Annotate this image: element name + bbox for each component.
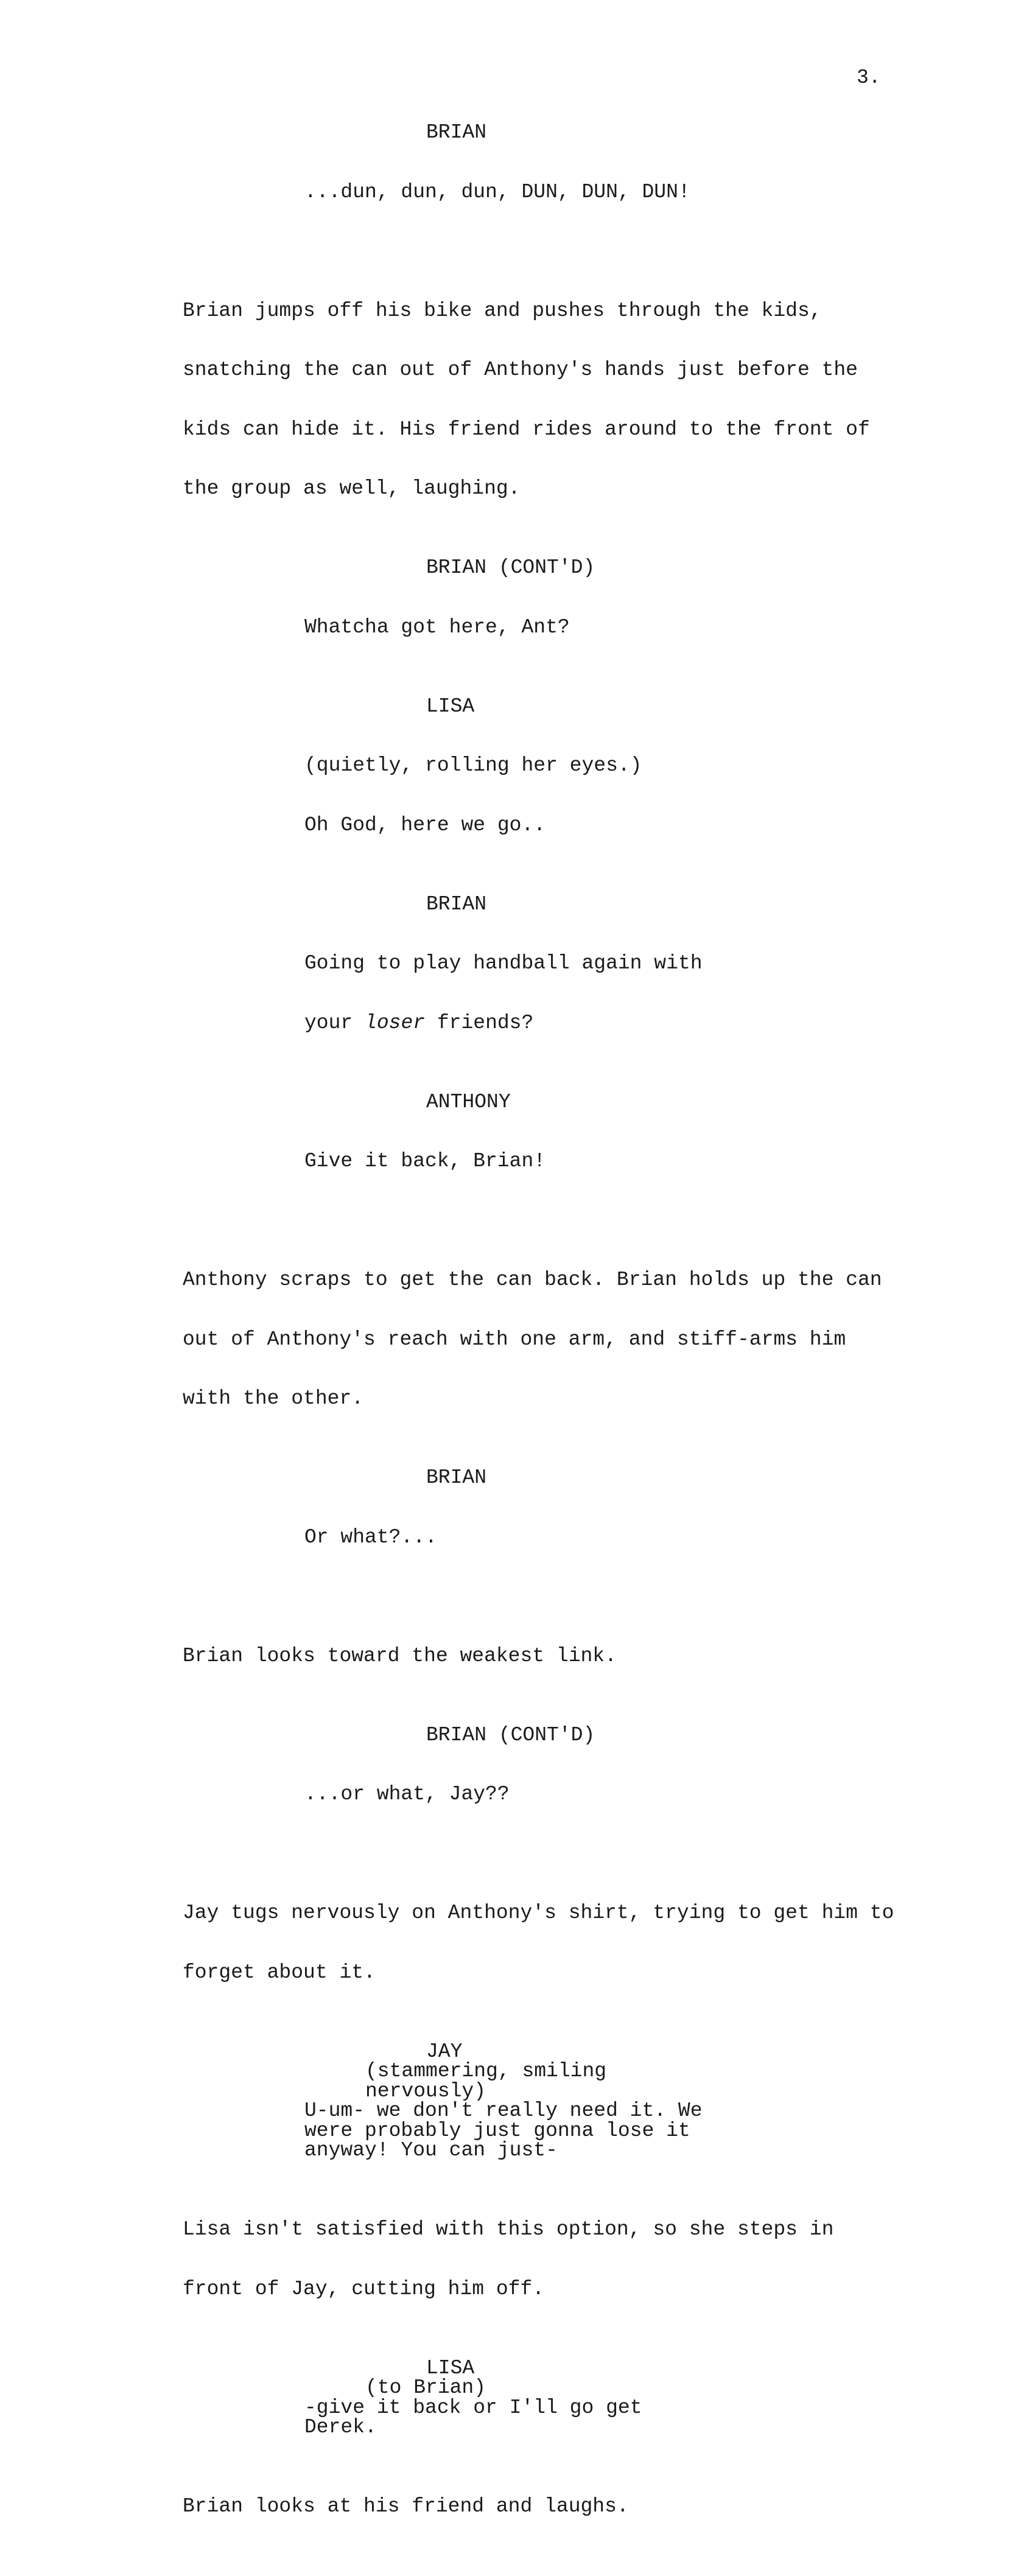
action-line: Brian looks toward the weakest link. [183,1644,617,1667]
character-cue: JAY [426,2040,463,2063]
dialogue [183,716,974,875]
action-line: with the other. [183,1387,364,1410]
action [183,1231,974,1449]
action-line: Jay tugs nervously on Anthony's shirt, trying to get him to [183,1902,894,1924]
action [183,1607,974,1706]
dialogue [183,1488,974,1587]
dialogue-line: Or what?... [304,1525,437,1549]
dialogue-line: -give it back or I'll go get [304,2396,642,2419]
action-line: kids can hide it. His friend rides around to the front of [183,418,870,441]
parenthetical-line: (to Brian) [365,2376,486,2399]
dialogue-line: (quietly, rolling her eyes.) [304,754,642,777]
action-line: Anthony scraps to get the can back. Brian holds up the can [183,1269,882,1291]
dialogue [183,914,974,1073]
dialogue [183,1112,974,1211]
parenthetical-line: (stammering, smiling [365,2060,607,2082]
action [183,1864,974,2022]
action-line: out of Anthony's reach with one arm, and stiff-arms him [183,1328,846,1351]
dialogue-line: Derek. [304,2416,377,2438]
action [183,2457,974,2557]
dialogue-line: Whatcha got here, Ant? [304,615,570,639]
emphasized-word: loser [365,1011,426,1034]
character-cue: BRIAN [426,121,487,144]
character-cue: BRIAN (CONT'D) [426,556,595,579]
action-line: Brian looks at his friend and laughs. [183,2495,629,2518]
character-cue: BRIAN [426,1466,487,1489]
dialogue-line: ...dun, dun, dun, DUN, DUN, DUN! [304,180,690,203]
dialogue [183,1745,974,1844]
action [183,2180,974,2339]
dialogue-line: Oh God, here we go.. [304,813,546,836]
action-line: Brian jumps off his bike and pushes through the kids, [183,299,822,322]
dialogue-text: friends? [425,1011,534,1034]
character-cue: BRIAN (CONT'D) [426,1723,595,1746]
dialogue-with-parenthetical [183,2378,974,2438]
dialogue-with-parenthetical [183,2062,974,2161]
dialogue-line: Going to play handball again with [304,952,703,975]
action-line: front of Jay, cutting him off. [183,2277,545,2300]
character-cue: LISA [426,695,475,718]
character-cue: LISA [426,2356,475,2379]
action [183,262,974,539]
dialogue-line: Give it back, Brian! [304,1150,546,1172]
character-cue: ANTHONY [426,1090,511,1113]
character-cue: BRIAN [426,892,487,915]
screenplay-body [183,123,974,2576]
page-number: 3. [857,66,881,89]
action-line: Lisa isn't satisfied with this option, so she steps in [183,2218,834,2241]
dialogue [183,578,974,677]
parenthetical-line: nervously) [365,2079,486,2102]
action-line: forget about it. [183,1961,376,1984]
dialogue-line: anyway! You can just- [304,2139,558,2161]
dialogue-text: your [304,1011,365,1034]
dialogue-line [304,1013,974,1034]
dialogue [183,143,974,242]
action-line: snatching the can out of Anthony's hands just before the [183,359,858,381]
dialogue-line: were probably just gonna lose it [304,2119,690,2142]
action-line: the group as well, laughing. [183,477,521,500]
dialogue-line: U-um- we don't really need it. We [304,2099,703,2122]
dialogue-line: ...or what, Jay?? [304,1783,510,1805]
